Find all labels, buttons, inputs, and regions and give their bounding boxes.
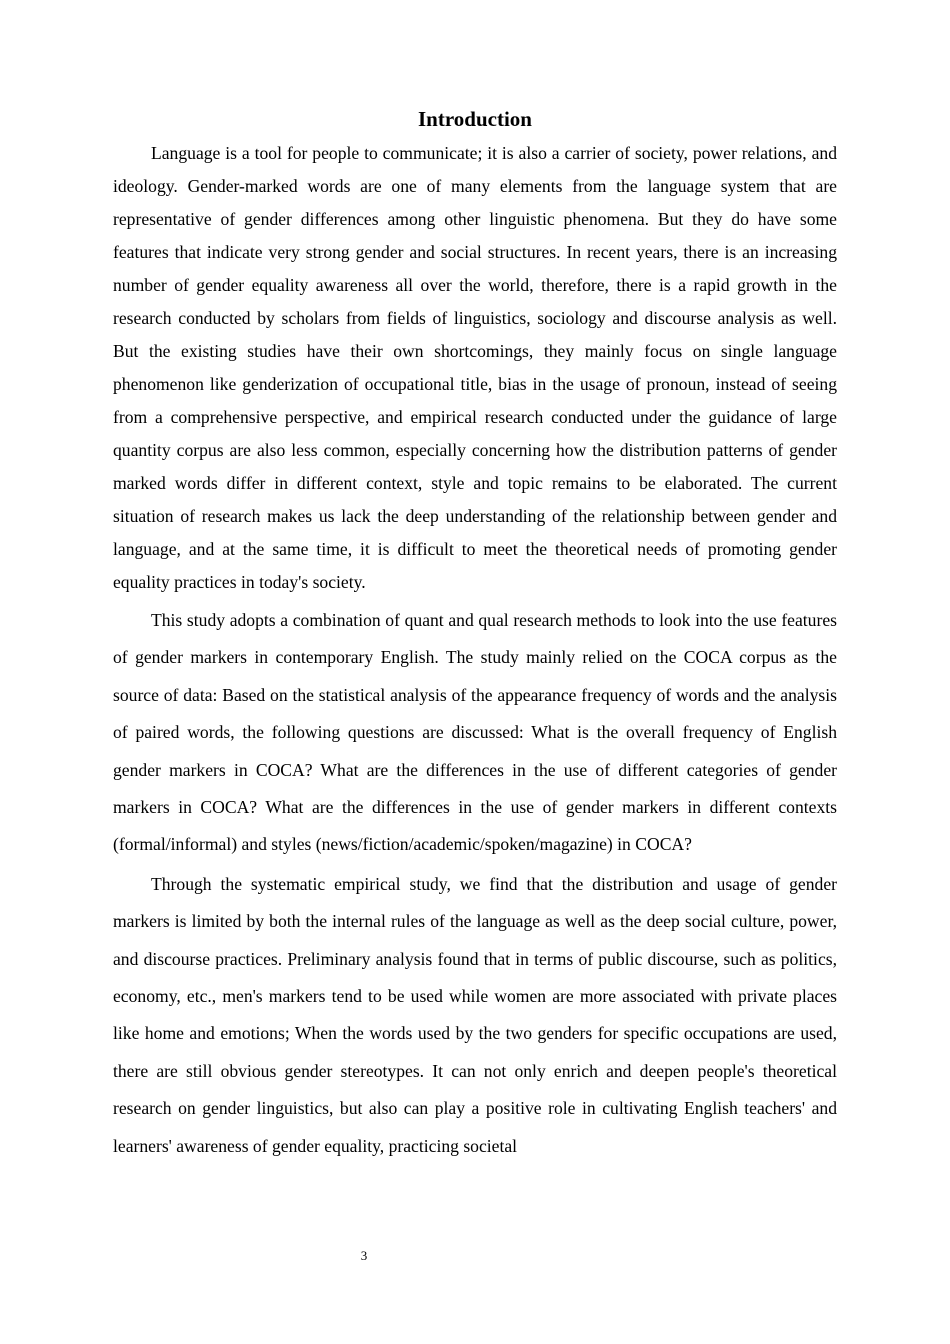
section-title: Introduction: [418, 107, 532, 131]
page-number: 3: [360, 1248, 368, 1263]
paragraph-2: This study adopts a combination of quant and qual research methods to look into the use features of gender markers in contemporary English. The study mainly relied on the COCA corpus as the source of data: Based on the statistical analysis of the appearance frequency of words and the analysis of paired words, the following questions are discussed: What is the overall frequency of English gender markers in COCA? What are the differences in the use of different categories of gender markers in COCA? What are the differences in the use of gender markers in different contexts (formal/informal) and styles (news/fiction/academic/spoken/magazine) in COCA?: [113, 610, 837, 855]
paragraph-3: Through the systematic empirical study, we find that the distribution and usage of gender markers is limited by both the internal rules of the language as well as the deep social culture, power, and discourse practices. Preliminary analysis found that in terms of public discourse, such as politics, economy, etc., men's markers tend to be used while women are more associated with private places like home and emotions; When the words used by the two genders for specific occupations are used, there are still obvious gender stereotypes. It can not only enrich and deepen people's theoretical research on gender linguistics, but also can play a positive role in cultivating English teachers' and learners' awareness of gender equality, practicing societal: [113, 873, 837, 1156]
document-page: [113, 103, 837, 1165]
paragraph-1: Language is a tool for people to communicate; it is also a carrier of society, power relations, and ideology. Gender-marked words are one of many elements from the language system that are representative of gender differences among other linguistic phenomena. But they do have some features that indicate very strong gender and social structures. In recent years, there is an increasing number of gender equality awareness all over the world, therefore, there is a rapid growth in the research conducted by scholars from fields of linguistics, sociology and discourse analysis as well. But the existing studies have their own shortcomings, they mainly focus on single language phenomenon like genderization of occupational title, bias in the usage of pronoun, instead of seeing from a comprehensive perspective, and empirical research conducted under the guidance of large quantity corpus are also less common, especially concerning how the distribution patterns of gender marked words differ in different context, style and topic remains to be elaborated. The current situation of research makes us lack the deep understanding of the relationship between gender and language, and at the same time, it is difficult to meet the theoretical needs of promoting gender equality practices in today's society.: [113, 143, 837, 592]
